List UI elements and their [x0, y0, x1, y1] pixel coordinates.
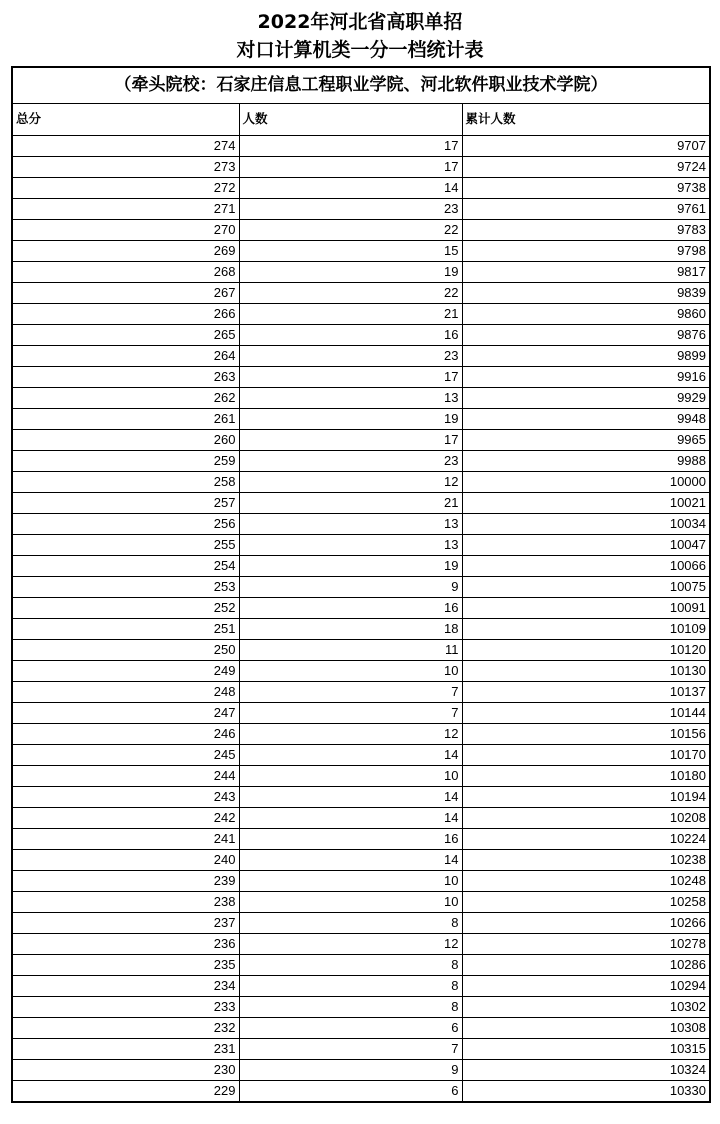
cell-total-score: 260 — [13, 429, 239, 450]
cell-total-score: 235 — [13, 954, 239, 975]
cell-cumulative-count: 10144 — [462, 702, 709, 723]
cell-total-score: 264 — [13, 345, 239, 366]
cell-count: 14 — [239, 849, 462, 870]
table-row — [13, 324, 709, 345]
cell-cumulative-count: 10170 — [462, 744, 709, 765]
table-header-row — [13, 104, 709, 135]
cell-cumulative-count: 10224 — [462, 828, 709, 849]
cell-total-score: 250 — [13, 639, 239, 660]
cell-total-score: 242 — [13, 807, 239, 828]
cell-total-score: 247 — [13, 702, 239, 723]
table-row — [13, 1059, 709, 1080]
cell-cumulative-count: 10156 — [462, 723, 709, 744]
table-row — [13, 156, 709, 177]
cell-cumulative-count: 10021 — [462, 492, 709, 513]
cell-cumulative-count: 10302 — [462, 996, 709, 1017]
cell-cumulative-count: 10109 — [462, 618, 709, 639]
table-row — [13, 702, 709, 723]
table-row — [13, 975, 709, 996]
cell-count: 14 — [239, 807, 462, 828]
cell-total-score: 230 — [13, 1059, 239, 1080]
cell-total-score: 229 — [13, 1080, 239, 1101]
cell-total-score: 274 — [13, 135, 239, 156]
table-row — [13, 282, 709, 303]
cell-count: 14 — [239, 177, 462, 198]
cell-count: 10 — [239, 891, 462, 912]
cell-total-score: 267 — [13, 282, 239, 303]
cell-cumulative-count: 10180 — [462, 765, 709, 786]
cell-count: 13 — [239, 387, 462, 408]
cell-total-score: 241 — [13, 828, 239, 849]
cell-cumulative-count: 9761 — [462, 198, 709, 219]
cell-cumulative-count: 9724 — [462, 156, 709, 177]
table-row — [13, 534, 709, 555]
cell-total-score: 252 — [13, 597, 239, 618]
cell-count: 6 — [239, 1017, 462, 1038]
cell-total-score: 240 — [13, 849, 239, 870]
cell-count: 14 — [239, 744, 462, 765]
cell-cumulative-count: 9929 — [462, 387, 709, 408]
cell-cumulative-count: 10294 — [462, 975, 709, 996]
cell-total-score: 251 — [13, 618, 239, 639]
cell-count: 23 — [239, 450, 462, 471]
cell-count: 21 — [239, 492, 462, 513]
cell-count: 10 — [239, 870, 462, 891]
cell-total-score: 239 — [13, 870, 239, 891]
cell-count: 13 — [239, 513, 462, 534]
table-row — [13, 786, 709, 807]
cell-count: 12 — [239, 933, 462, 954]
cell-count: 10 — [239, 765, 462, 786]
lead-schools-banner: （牵头院校：石家庄信息工程职业学院、河北软件职业技术学院） — [13, 68, 709, 104]
cell-cumulative-count: 10278 — [462, 933, 709, 954]
cell-count: 17 — [239, 135, 462, 156]
cell-cumulative-count: 9707 — [462, 135, 709, 156]
cell-cumulative-count: 10330 — [462, 1080, 709, 1101]
cell-cumulative-count: 10266 — [462, 912, 709, 933]
table-row — [13, 954, 709, 975]
table-row — [13, 933, 709, 954]
cell-cumulative-count: 10194 — [462, 786, 709, 807]
table-row — [13, 135, 709, 156]
score-distribution-sheet — [11, 66, 711, 1103]
table-row — [13, 177, 709, 198]
cell-total-score: 231 — [13, 1038, 239, 1059]
cell-cumulative-count: 9798 — [462, 240, 709, 261]
table-row — [13, 450, 709, 471]
cell-total-score: 261 — [13, 408, 239, 429]
cell-total-score: 254 — [13, 555, 239, 576]
document-title: 2022年河北省高职单招 — [257, 11, 463, 33]
cell-count: 19 — [239, 555, 462, 576]
cell-total-score: 253 — [13, 576, 239, 597]
table-row — [13, 849, 709, 870]
table-row — [13, 870, 709, 891]
table-row — [13, 261, 709, 282]
cell-cumulative-count: 9988 — [462, 450, 709, 471]
table-row — [13, 597, 709, 618]
cell-total-score: 258 — [13, 471, 239, 492]
cell-total-score: 248 — [13, 681, 239, 702]
table-row — [13, 912, 709, 933]
cell-total-score: 259 — [13, 450, 239, 471]
cell-cumulative-count: 10000 — [462, 471, 709, 492]
table-row — [13, 219, 709, 240]
cell-count: 17 — [239, 429, 462, 450]
cell-count: 23 — [239, 345, 462, 366]
cell-count: 16 — [239, 324, 462, 345]
table-row — [13, 660, 709, 681]
cell-cumulative-count: 9817 — [462, 261, 709, 282]
cell-cumulative-count: 10324 — [462, 1059, 709, 1080]
cell-count: 6 — [239, 1080, 462, 1101]
cell-total-score: 270 — [13, 219, 239, 240]
cell-total-score: 234 — [13, 975, 239, 996]
cell-total-score: 263 — [13, 366, 239, 387]
table-row — [13, 429, 709, 450]
table-row — [13, 492, 709, 513]
column-header-cumulative: 累计人数 — [462, 104, 709, 135]
cell-count: 7 — [239, 702, 462, 723]
cell-cumulative-count: 10238 — [462, 849, 709, 870]
cell-count: 21 — [239, 303, 462, 324]
cell-total-score: 246 — [13, 723, 239, 744]
cell-count: 13 — [239, 534, 462, 555]
table-row — [13, 807, 709, 828]
cell-count: 12 — [239, 471, 462, 492]
table-row — [13, 198, 709, 219]
cell-total-score: 256 — [13, 513, 239, 534]
cell-count: 22 — [239, 219, 462, 240]
cell-count: 16 — [239, 828, 462, 849]
cell-total-score: 232 — [13, 1017, 239, 1038]
cell-count: 12 — [239, 723, 462, 744]
cell-total-score: 262 — [13, 387, 239, 408]
cell-cumulative-count: 9783 — [462, 219, 709, 240]
cell-total-score: 233 — [13, 996, 239, 1017]
cell-count: 7 — [239, 1038, 462, 1059]
cell-total-score: 255 — [13, 534, 239, 555]
cell-count: 9 — [239, 576, 462, 597]
cell-cumulative-count: 9965 — [462, 429, 709, 450]
score-table — [13, 104, 709, 1101]
cell-count: 19 — [239, 408, 462, 429]
cell-total-score: 266 — [13, 303, 239, 324]
cell-count: 17 — [239, 366, 462, 387]
cell-count: 7 — [239, 681, 462, 702]
cell-total-score: 237 — [13, 912, 239, 933]
cell-cumulative-count: 10137 — [462, 681, 709, 702]
cell-total-score: 238 — [13, 891, 239, 912]
cell-cumulative-count: 9948 — [462, 408, 709, 429]
cell-cumulative-count: 9876 — [462, 324, 709, 345]
table-row — [13, 471, 709, 492]
table-row — [13, 555, 709, 576]
cell-count: 16 — [239, 597, 462, 618]
cell-total-score: 269 — [13, 240, 239, 261]
cell-cumulative-count: 10066 — [462, 555, 709, 576]
cell-total-score: 265 — [13, 324, 239, 345]
cell-total-score: 273 — [13, 156, 239, 177]
table-row — [13, 681, 709, 702]
table-row — [13, 891, 709, 912]
table-row — [13, 1017, 709, 1038]
table-body — [13, 135, 709, 1101]
cell-count: 17 — [239, 156, 462, 177]
table-row — [13, 723, 709, 744]
column-header-total-score: 总分 — [16, 111, 42, 127]
table-row — [13, 345, 709, 366]
cell-count: 18 — [239, 618, 462, 639]
table-row — [13, 1080, 709, 1101]
cell-count: 22 — [239, 282, 462, 303]
table-row — [13, 303, 709, 324]
cell-total-score: 249 — [13, 660, 239, 681]
table-row — [13, 765, 709, 786]
cell-total-score: 236 — [13, 933, 239, 954]
cell-cumulative-count: 10258 — [462, 891, 709, 912]
cell-count: 10 — [239, 660, 462, 681]
cell-cumulative-count: 10208 — [462, 807, 709, 828]
cell-total-score: 245 — [13, 744, 239, 765]
cell-count: 8 — [239, 912, 462, 933]
cell-cumulative-count: 10047 — [462, 534, 709, 555]
cell-total-score: 271 — [13, 198, 239, 219]
cell-cumulative-count: 10248 — [462, 870, 709, 891]
cell-cumulative-count: 10286 — [462, 954, 709, 975]
cell-count: 9 — [239, 1059, 462, 1080]
cell-cumulative-count: 9860 — [462, 303, 709, 324]
document-subtitle: 对口计算机类一分一档统计表 — [236, 39, 484, 61]
cell-cumulative-count: 9899 — [462, 345, 709, 366]
table-row — [13, 387, 709, 408]
table-row — [13, 744, 709, 765]
table-row — [13, 1038, 709, 1059]
cell-count: 8 — [239, 954, 462, 975]
cell-cumulative-count: 9738 — [462, 177, 709, 198]
table-row — [13, 240, 709, 261]
table-row — [13, 513, 709, 534]
cell-total-score: 272 — [13, 177, 239, 198]
table-row — [13, 828, 709, 849]
cell-total-score: 268 — [13, 261, 239, 282]
cell-total-score: 257 — [13, 492, 239, 513]
cell-count: 15 — [239, 240, 462, 261]
table-row — [13, 996, 709, 1017]
cell-count: 8 — [239, 975, 462, 996]
table-row — [13, 639, 709, 660]
cell-cumulative-count: 10091 — [462, 597, 709, 618]
cell-cumulative-count: 9839 — [462, 282, 709, 303]
cell-cumulative-count: 10075 — [462, 576, 709, 597]
cell-cumulative-count: 10130 — [462, 660, 709, 681]
table-row — [13, 366, 709, 387]
cell-total-score: 244 — [13, 765, 239, 786]
column-header-count: 人数 — [239, 104, 462, 135]
cell-count: 14 — [239, 786, 462, 807]
cell-cumulative-count: 9916 — [462, 366, 709, 387]
cell-total-score: 243 — [13, 786, 239, 807]
cell-count: 11 — [239, 639, 462, 660]
cell-count: 23 — [239, 198, 462, 219]
cell-count: 19 — [239, 261, 462, 282]
cell-cumulative-count: 10120 — [462, 639, 709, 660]
cell-cumulative-count: 10308 — [462, 1017, 709, 1038]
cell-cumulative-count: 10315 — [462, 1038, 709, 1059]
table-row — [13, 618, 709, 639]
table-row — [13, 576, 709, 597]
table-row — [13, 408, 709, 429]
cell-cumulative-count: 10034 — [462, 513, 709, 534]
cell-count: 8 — [239, 996, 462, 1017]
